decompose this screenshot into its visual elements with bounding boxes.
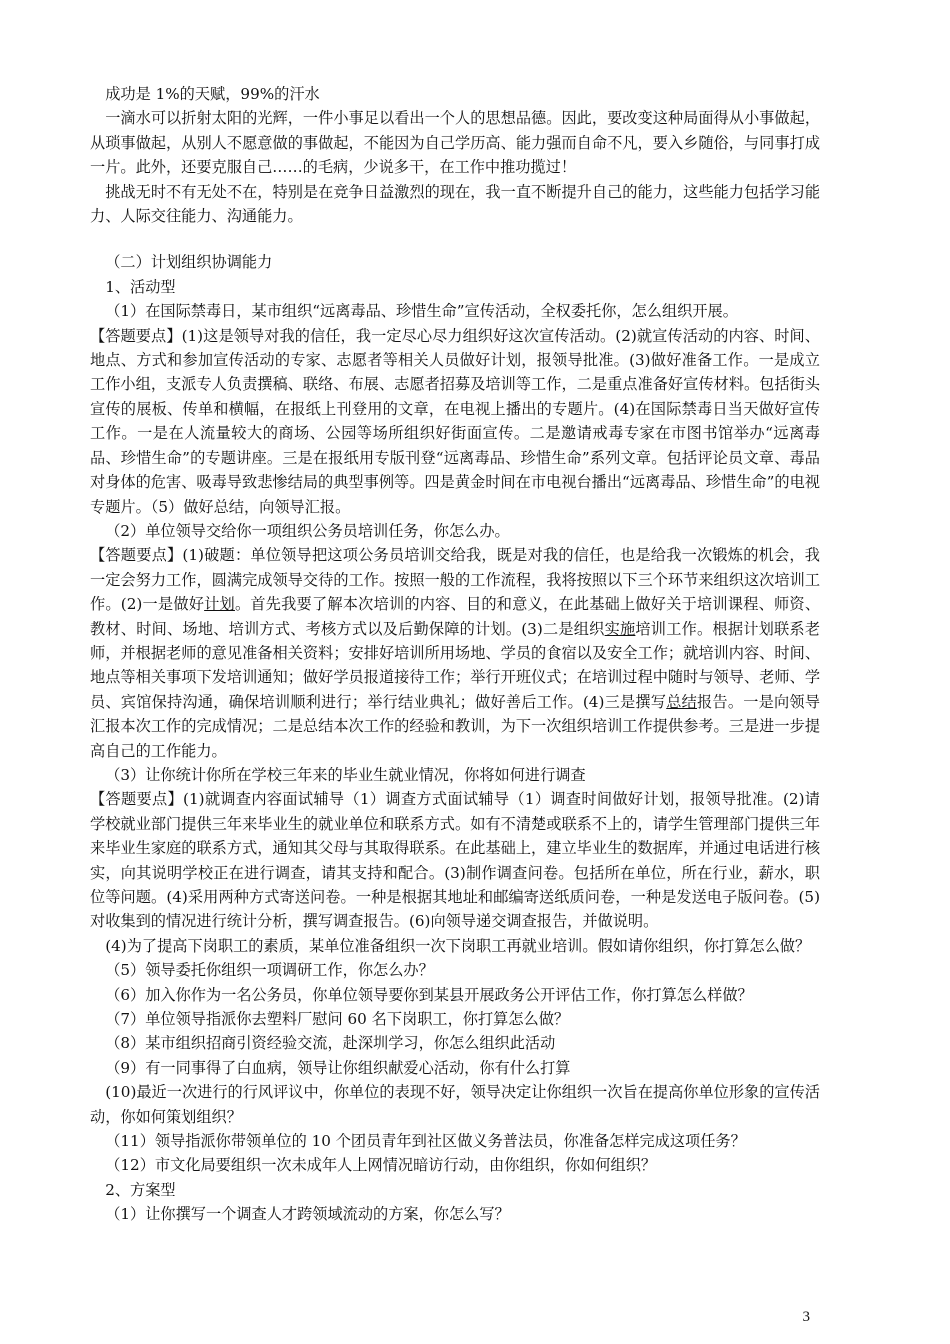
question-10: (10)最近一次进行的行风评议中，你单位的表现不好，领导决定让你组织一次旨在提高你单位形象的宣传活动，你如何策划组织？ — [90, 1083, 820, 1126]
question-3: （3）让你统计你所在学校三年来的毕业生就业情况，你将如何进行调查 — [105, 765, 586, 784]
question-2: （2）单位领导交给你一项组织公务员培训任务，你怎么办。 — [105, 521, 510, 540]
question-4: (4)为了提高下岗职工的素质，某单位准备组织一次下岗职工再就业培训。假如请你组织，你打算怎么做？ — [105, 936, 811, 955]
subsection-heading: 2、方案型 — [105, 1180, 176, 1199]
answer-2-part-2: 。首先我要了解本次培训的内容、目的和意义，在此基础上做好关于培训课程、师资、教材、时间、场地、培训方式、考核方式以及后勤保障的计划。(3)二是组织 — [90, 595, 821, 638]
question-8: （8）某市组织招商引资经验交流，赴深圳学习，你怎么组织此活动 — [105, 1034, 556, 1053]
answer-2-part-3: 培训工作。根据计划联系老师，并根据老师的意见准备相关资料；安排好培训所用场地、学员的食宿以及安全工作；就培训内容、时间、地点等相关事项下发培训通知；做好学员报道接待工作；举行开班仪式；在培训过程中随时与领导、老师、学员、宾馆保持沟通，确保培训顺利进行；举行结业典礼；做好善后工作。(4)三是撰写 — [90, 619, 821, 711]
section-heading: （二）计划组织协调能力 — [105, 253, 273, 272]
paragraph: 挑战无时不有无处不在，特别是在竞争日益激烈的现在，我一直不断提升自己的能力，这些能力包括学习能力、人际交往能力、沟通能力。 — [90, 182, 820, 226]
answer-1: 【答题要点】(1)这是领导对我的信任，我一定尽心尽力组织好这次宣传活动。(2)就宣传活动的内容、时间、地点、方式和参加宣传活动的专家、志愿者等相关人员做好计划，报领导批准。(3)做好准备工作。一是成立工作小组，支派专人负责撰稿、联络、布展、志愿者招募及培训等工作，二是重点准备好宣传材料。包括街头宣传的展板、传单和横幅，在报纸上刊登用的文章，在电视上播出的专题片。(4)在国际禁毒日当天做好宣传工作。一是在人流量较大的商场、公园等场所组织好街面宣传。二是邀请戒毒专家在市图书馆举办“远离毒品、珍惜生命”的专题讲座。三是在报纸用专版刊登“远离毒品、珍惜生命”系列文章。包括评论员文章、毒品对身体的危害、吸毒导致悲惨结局的典型事例等。四是黄金时间在市电视台播出“远离毒品、珍惜生命”的电视专题片。（5）做好总结，向领导汇报。 — [90, 326, 820, 516]
question-6: （6）加入你作为一名公务员，你单位领导要你到某县开展政务公开评估工作，你打算怎么样做？ — [105, 985, 753, 1004]
subsection-heading: 1、活动型 — [105, 277, 176, 296]
question-12: （12）市文化局要组织一次未成年人上网情况暗访行动，由你组织，你如何组织？ — [105, 1156, 657, 1175]
question-13: （1）让你撰写一个调查人才跨领域流动的方案，你怎么写？ — [105, 1205, 510, 1224]
underlined-word-summary: 总结 — [666, 692, 698, 711]
answer-3: 【答题要点】(1)就调查内容面试辅导（1）调查方式面试辅导（1）调查时间做好计划，报领导批准。(2)请学校就业部门提供三年来毕业生的就业单位和联系方式。如有不清楚或联系不上的，请学生管理部门提供三年来毕业生家庭的联系方式，通知其父母与其取得联系。在此基础上，建立毕业生的数据库，并通过电话进行核实，向其说明学校正在进行调查，请其支持和配合。(3)制作调查问卷。包括所在单位，所在行业，薪水，职位等问题。(4)采用两种方式寄送问卷。一种是根据其地址和邮编寄送纸质问卷，一种是发送电子版问卷。(5)对收集到的情况进行统计分析，撰写调查报告。(6)向领导递交调查报告，并做说明。 — [90, 790, 820, 931]
answer-2 — [90, 543, 820, 763]
question-1: （1）在国际禁毒日，某市组织“远离毒品、珍惜生命”宣传活动，全权委托你，怎么组织开展。 — [105, 302, 738, 321]
document-body — [90, 82, 820, 1227]
underlined-word-implement: 实施 — [604, 619, 636, 638]
page-number: 3 — [802, 1309, 810, 1325]
quote-line: 成功是 1%的天赋，99%的汗水 — [105, 85, 320, 103]
answer-2-part-4: 报告。一是向领导汇报本次工作的完成情况；二是总结本次工作的经验和教训，为下一次组织培训工作提供参考。三是进一步提高自己的工作能力。 — [90, 692, 821, 760]
blank-line — [90, 228, 820, 250]
question-7: （7）单位领导指派你去塑料厂慰问 60 名下岗职工，你打算怎么做？ — [105, 1010, 570, 1029]
question-5: （5）领导委托你组织一项调研工作，你怎么办？ — [105, 961, 434, 980]
question-9: （9）有一同事得了白血病，领导让你组织献爱心活动，你有什么打算 — [105, 1058, 571, 1077]
underlined-word-plan: 计划 — [204, 595, 235, 614]
answer-2-part-1: 【答题要点】(1)破题：单位领导把这项公务员培训交给我，既是对我的信任，也是给我一次锻炼的机会，我一定会努力工作，圆满完成领导交待的工作。按照一般的工作流程，我将按照以下三个环节来组织这次培训工作。(2)一是做好 — [90, 546, 820, 614]
question-11: （11）领导指派你带领单位的 10 个团员青年到社区做义务普法员，你准备怎样完成这项任务？ — [105, 1132, 746, 1151]
paragraph: 一滴水可以折射太阳的光辉，一件小事足以看出一个人的思想品德。因此，要改变这种局面得从小事做起，从琐事做起，从别人不愿意做的事做起，不能因为自己学历高、能力强而自命不凡，要入乡随俗，与同事打成一片。此外，还要克服自己……的毛病，少说多干，在工作中推功揽过！ — [90, 109, 820, 177]
